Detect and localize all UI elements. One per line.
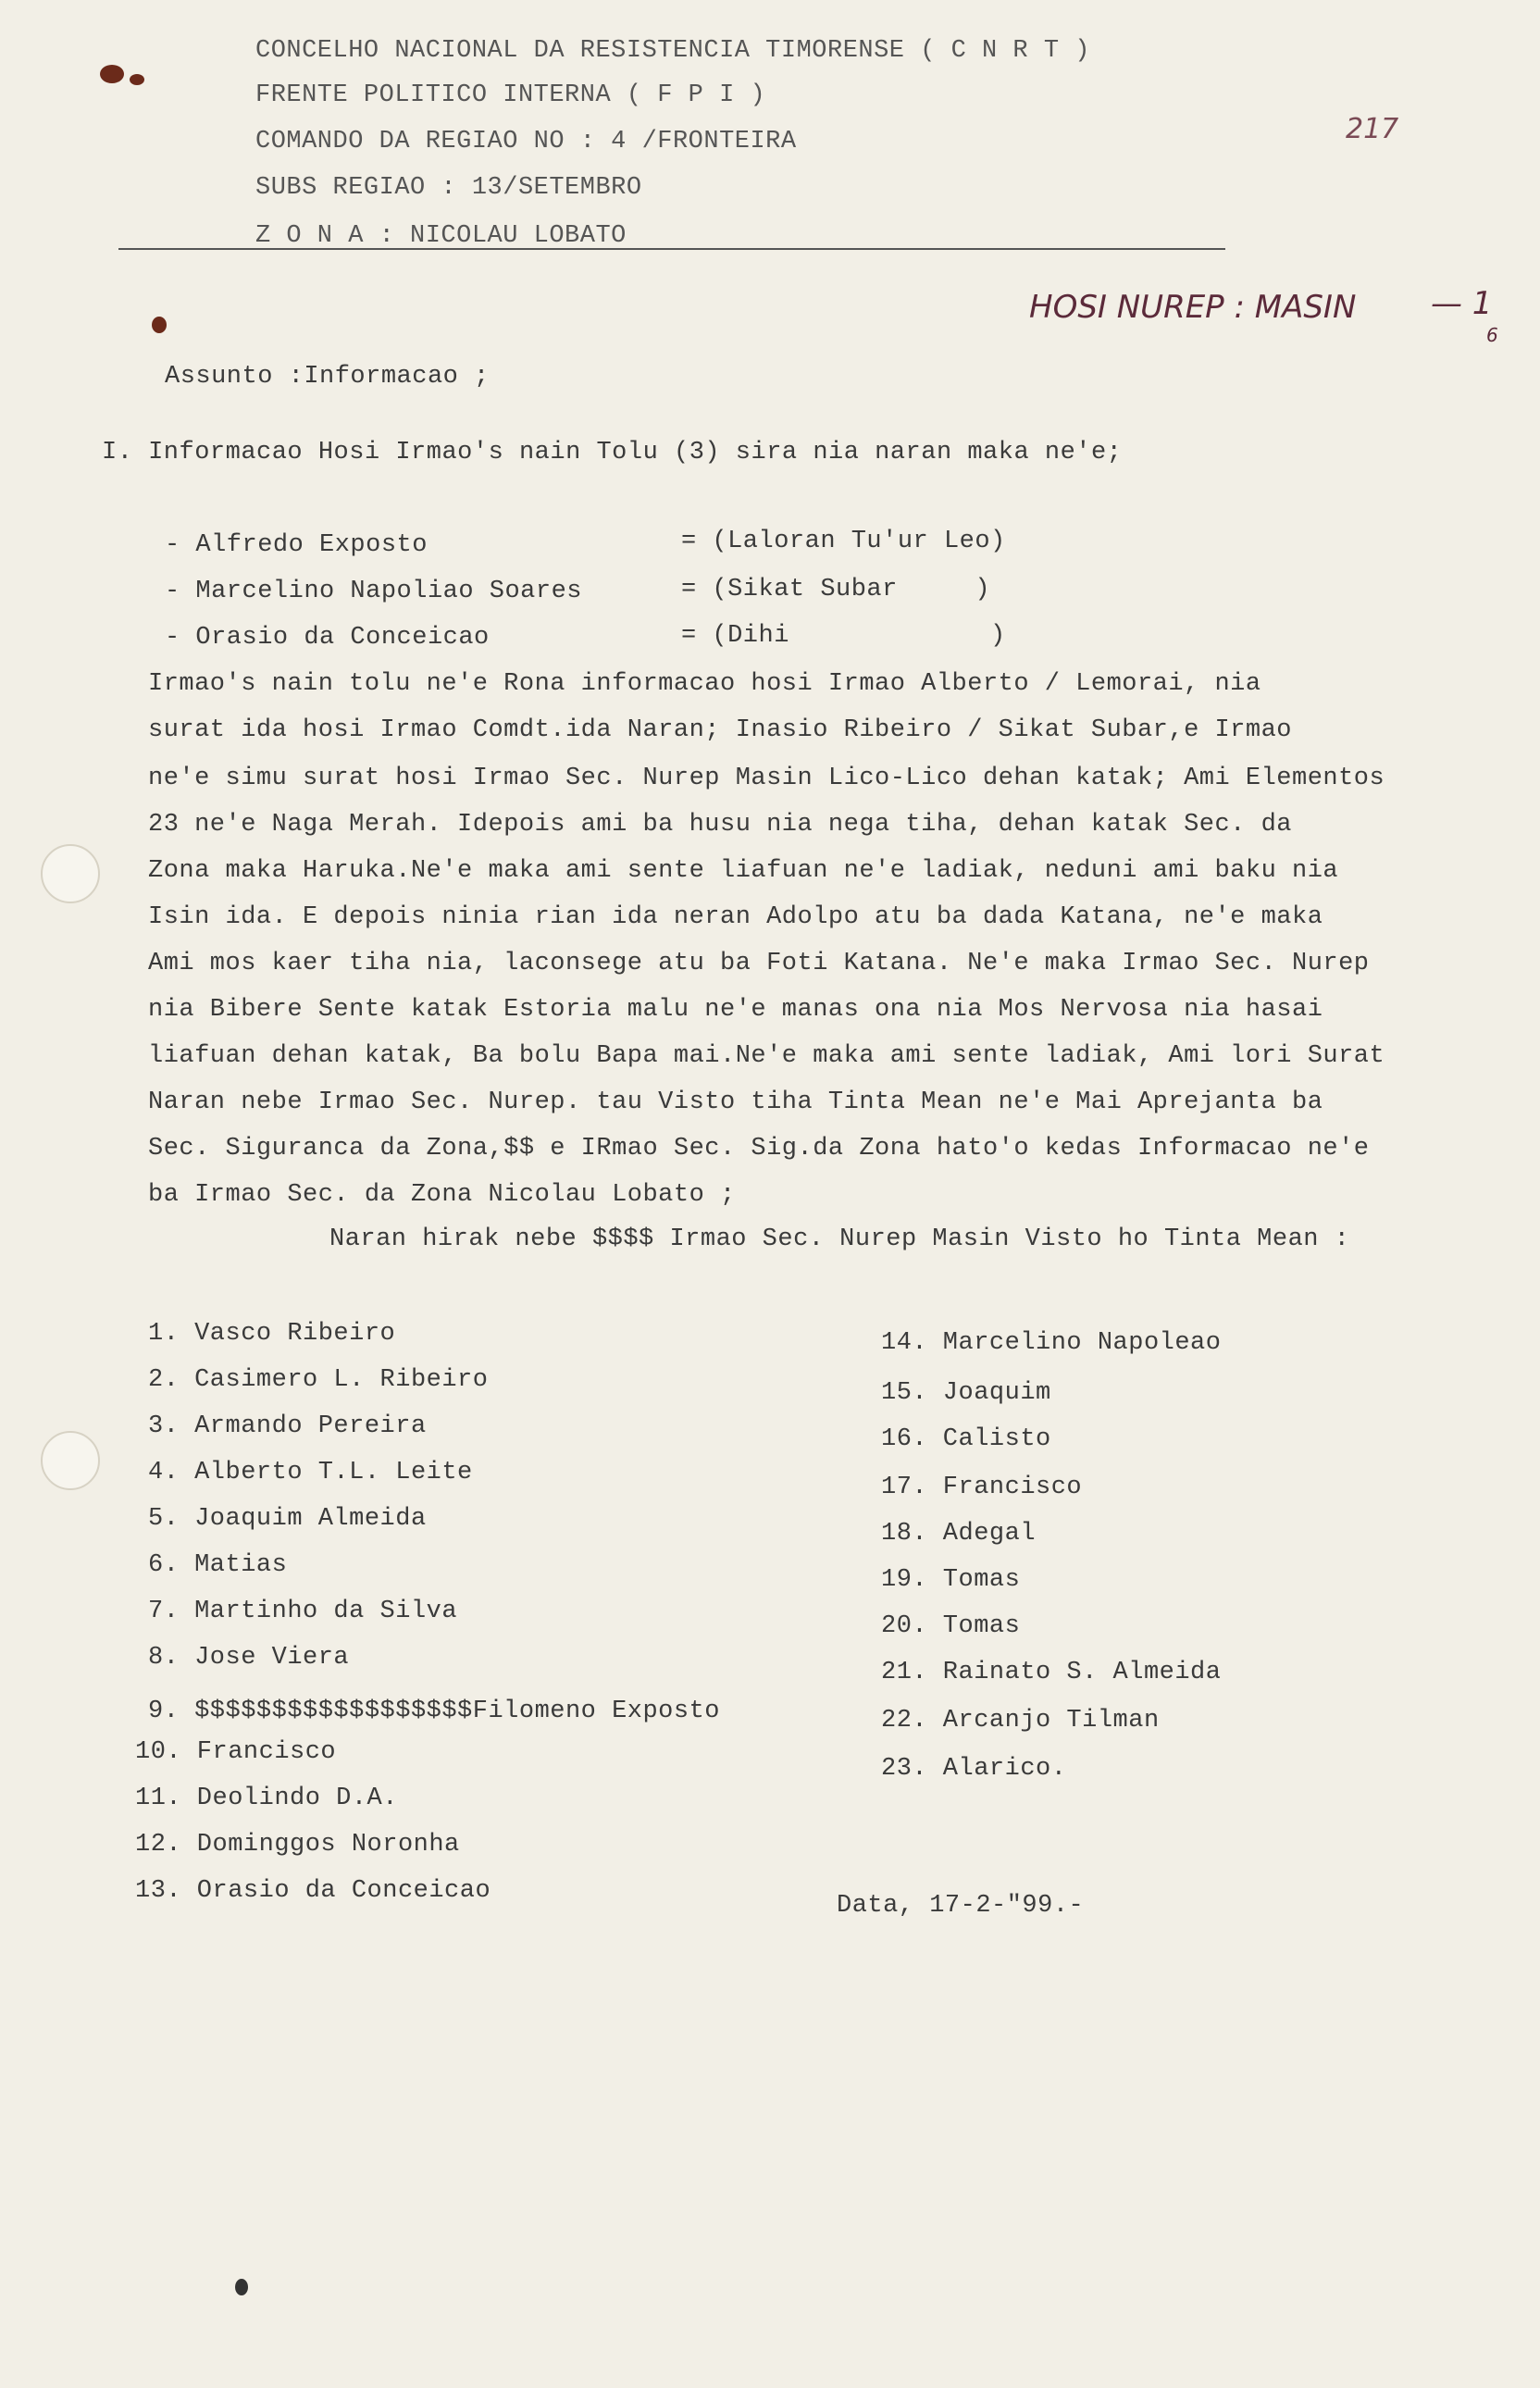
body-line: surat ida hosi Irmao Comdt.ida Naran; Inasio Ribeiro / Sikat Subar,e Irmao	[148, 716, 1292, 744]
body-line: ne'e simu surat hosi Irmao Sec. Nurep Masin Lico-Lico dehan katak; Ami Elementos	[148, 765, 1385, 792]
punch-hole	[41, 1431, 100, 1490]
body-line: Ami mos kaer tiha nia, laconsege atu ba Foti Katana. Ne'e maka Irmao Sec. Nurep	[148, 950, 1370, 977]
list-item: 11. Deolindo D.A.	[135, 1785, 398, 1812]
list-item: 17. Francisco	[881, 1474, 1083, 1501]
list-item: 21. Rainato S. Almeida	[881, 1659, 1222, 1686]
list-item: 13. Orasio da Conceicao	[135, 1877, 491, 1905]
body-line: liafuan dehan katak, Ba bolu Bapa mai.Ne'e maka ami sente ladiak, Ami lori Surat	[148, 1042, 1385, 1070]
handwritten-number: 217	[1346, 113, 1399, 145]
list-item: 19. Tomas	[881, 1566, 1021, 1594]
body-line: Sec. Siguranca da Zona,$$ e IRmao Sec. Sig.da Zona hato'o kedas Informacao ne'e	[148, 1135, 1370, 1163]
list-item: 9. $$$$$$$$$$$$$$$$$$Filomeno Exposto	[148, 1698, 720, 1725]
list-item: 1. Vasco Ribeiro	[148, 1320, 396, 1348]
alias-name: - Orasio da Conceicao	[165, 624, 490, 652]
body-line: Irmao's nain tolu ne'e Rona informacao hosi Irmao Alberto / Lemorai, nia	[148, 670, 1261, 698]
ink-stain	[152, 317, 167, 333]
body-line: 23 ne'e Naga Merah. Idepois ami ba husu nia nega tiha, dehan katak Sec. da	[148, 811, 1292, 839]
header-line-organization: CONCELHO NACIONAL DA RESISTENCIA TIMORENSE ( C N R T )	[255, 37, 1090, 65]
intro-line: I. Informacao Hosi Irmao's nain Tolu (3) sira nia naran maka ne'e;	[102, 439, 1123, 466]
list-item: 6. Matias	[148, 1551, 288, 1579]
body-line: Isin ida. E depois ninia rian ida neran Adolpo atu ba dada Katana, ne'e maka	[148, 903, 1323, 931]
ink-stain	[130, 74, 144, 85]
list-item: 18. Adegal	[881, 1520, 1037, 1548]
handwritten-mark: — 1	[1431, 285, 1493, 322]
header-line-front: FRENTE POLITICO INTERNA ( F P I )	[255, 81, 766, 109]
alias-value: = (Dihi )	[681, 622, 1006, 650]
handwritten-mark-sub: 6	[1486, 324, 1498, 346]
list-item: 3. Armando Pereira	[148, 1412, 427, 1440]
header-line-subregion: SUBS REGIAO : 13/SETEMBRO	[255, 174, 642, 202]
body-line: Naran nebe Irmao Sec. Nurep. tau Visto tiha Tinta Mean ne'e Mai Aprejanta ba	[148, 1088, 1323, 1116]
alias-name: - Marcelino Napoliao Soares	[165, 578, 582, 605]
list-item: 16. Calisto	[881, 1425, 1051, 1453]
list-item: 4. Alberto T.L. Leite	[148, 1459, 473, 1486]
list-item: 8. Jose Viera	[148, 1644, 350, 1672]
body-line: nia Bibere Sente katak Estoria malu ne'e manas ona nia Mos Nervosa nia hasai	[148, 996, 1323, 1024]
list-item: 10. Francisco	[135, 1738, 337, 1766]
list-item: 12. Dominggos Noronha	[135, 1831, 460, 1859]
header-line-zone: Z O N A : NICOLAU LOBATO	[255, 222, 627, 250]
list-intro: Naran hirak nebe $$$$ Irmao Sec. Nurep Masin Visto ho Tinta Mean :	[329, 1225, 1350, 1253]
document-date: Data, 17-2-"99.-	[837, 1892, 1085, 1920]
list-item: 7. Martinho da Silva	[148, 1598, 458, 1625]
list-item: 2. Casimero L. Ribeiro	[148, 1366, 489, 1394]
list-item: 20. Tomas	[881, 1612, 1021, 1640]
list-item: 15. Joaquim	[881, 1379, 1051, 1407]
header-line-command: COMANDO DA REGIAO NO : 4 /FRONTEIRA	[255, 128, 797, 155]
header-underline	[118, 248, 1225, 250]
body-line: Zona maka Haruka.Ne'e maka ami sente liafuan ne'e ladiak, neduni ami baku nia	[148, 857, 1339, 885]
ink-stain	[100, 65, 124, 83]
list-item: 14. Marcelino Napoleao	[881, 1329, 1222, 1357]
body-line: ba Irmao Sec. da Zona Nicolau Lobato ;	[148, 1181, 736, 1209]
list-item: 23. Alarico.	[881, 1755, 1067, 1783]
alias-name: - Alfredo Exposto	[165, 531, 428, 559]
subject-line: Assunto :Informacao ;	[165, 363, 490, 391]
alias-value: = (Laloran Tu'ur Leo)	[681, 528, 1006, 555]
handwritten-note: HOSI NUREP : MASIN	[1029, 289, 1357, 326]
alias-value: = (Sikat Subar )	[681, 576, 991, 603]
punch-hole	[41, 844, 100, 903]
list-item: 22. Arcanjo Tilman	[881, 1707, 1160, 1735]
ink-stain	[235, 2279, 248, 2295]
list-item: 5. Joaquim Almeida	[148, 1505, 427, 1533]
